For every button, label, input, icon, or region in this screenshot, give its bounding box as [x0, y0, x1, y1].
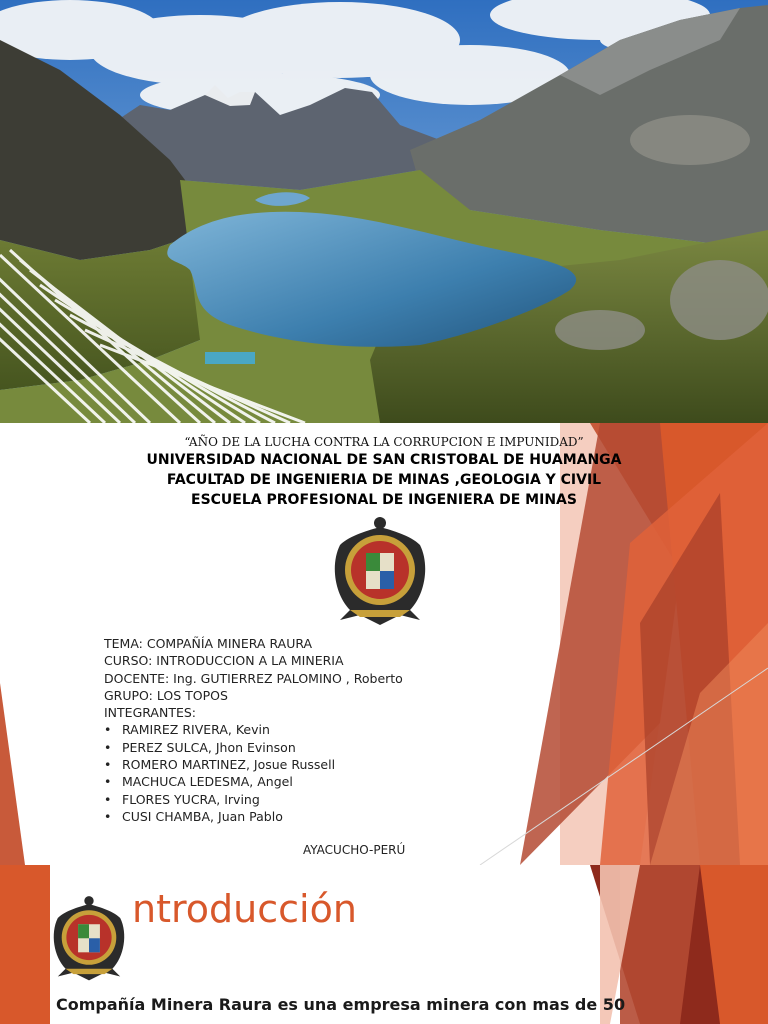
intro-paragraph: Compañía Minera Raura es una empresa minera con mas de 50: [56, 995, 626, 1014]
member-item: • ROMERO MARTINEZ, Josue Russell: [104, 757, 336, 773]
presentation-info: [104, 635, 403, 825]
faculty-name: FACULTAD DE INGENIERIA DE MINAS ,GEOLOGIA Y CIVIL: [166, 472, 602, 488]
course: CURSO: INTRODUCCION A LA MINERIA: [104, 653, 344, 669]
member-item: • CUSI CHAMBA, Juan Pablo: [104, 808, 283, 824]
member-item: • PEREZ SULCA, Jhon Evinson: [104, 739, 296, 755]
motto: “AÑO DE LA LUCHA CONTRA LA CORRUPCION E IMPUNIDAD”: [184, 435, 584, 449]
school-name: ESCUELA PROFESIONAL DE INGENIERA DE MINAS: [191, 492, 577, 508]
teacher: DOCENTE: Ing. GUTIERREZ PALOMINO , Roberto: [104, 670, 403, 686]
university-crest-icon: [50, 885, 128, 990]
title-slide: [0, 423, 768, 865]
group: GRUPO: LOS TOPOS: [104, 687, 228, 703]
slide-title: ntroducción: [132, 887, 357, 931]
members-label: INTEGRANTES:: [104, 705, 197, 721]
landscape-photo: [0, 0, 768, 423]
topic: TEMA: COMPAÑÍA MINERA RAURA: [104, 636, 313, 651]
university-name: UNIVERSIDAD NACIONAL DE SAN CRISTOBAL DE HUAMANGA: [146, 452, 622, 468]
member-item: • MACHUCA LEDESMA, Angel: [104, 774, 293, 790]
introduction-slide: [0, 865, 768, 1024]
location: AYACUCHO-PERÚ: [303, 843, 406, 857]
member-item: • FLORES YUCRA, Irving: [104, 791, 260, 807]
member-item: • RAMIREZ RIVERA, Kevin: [104, 722, 270, 738]
university-crest-icon: [330, 515, 430, 625]
